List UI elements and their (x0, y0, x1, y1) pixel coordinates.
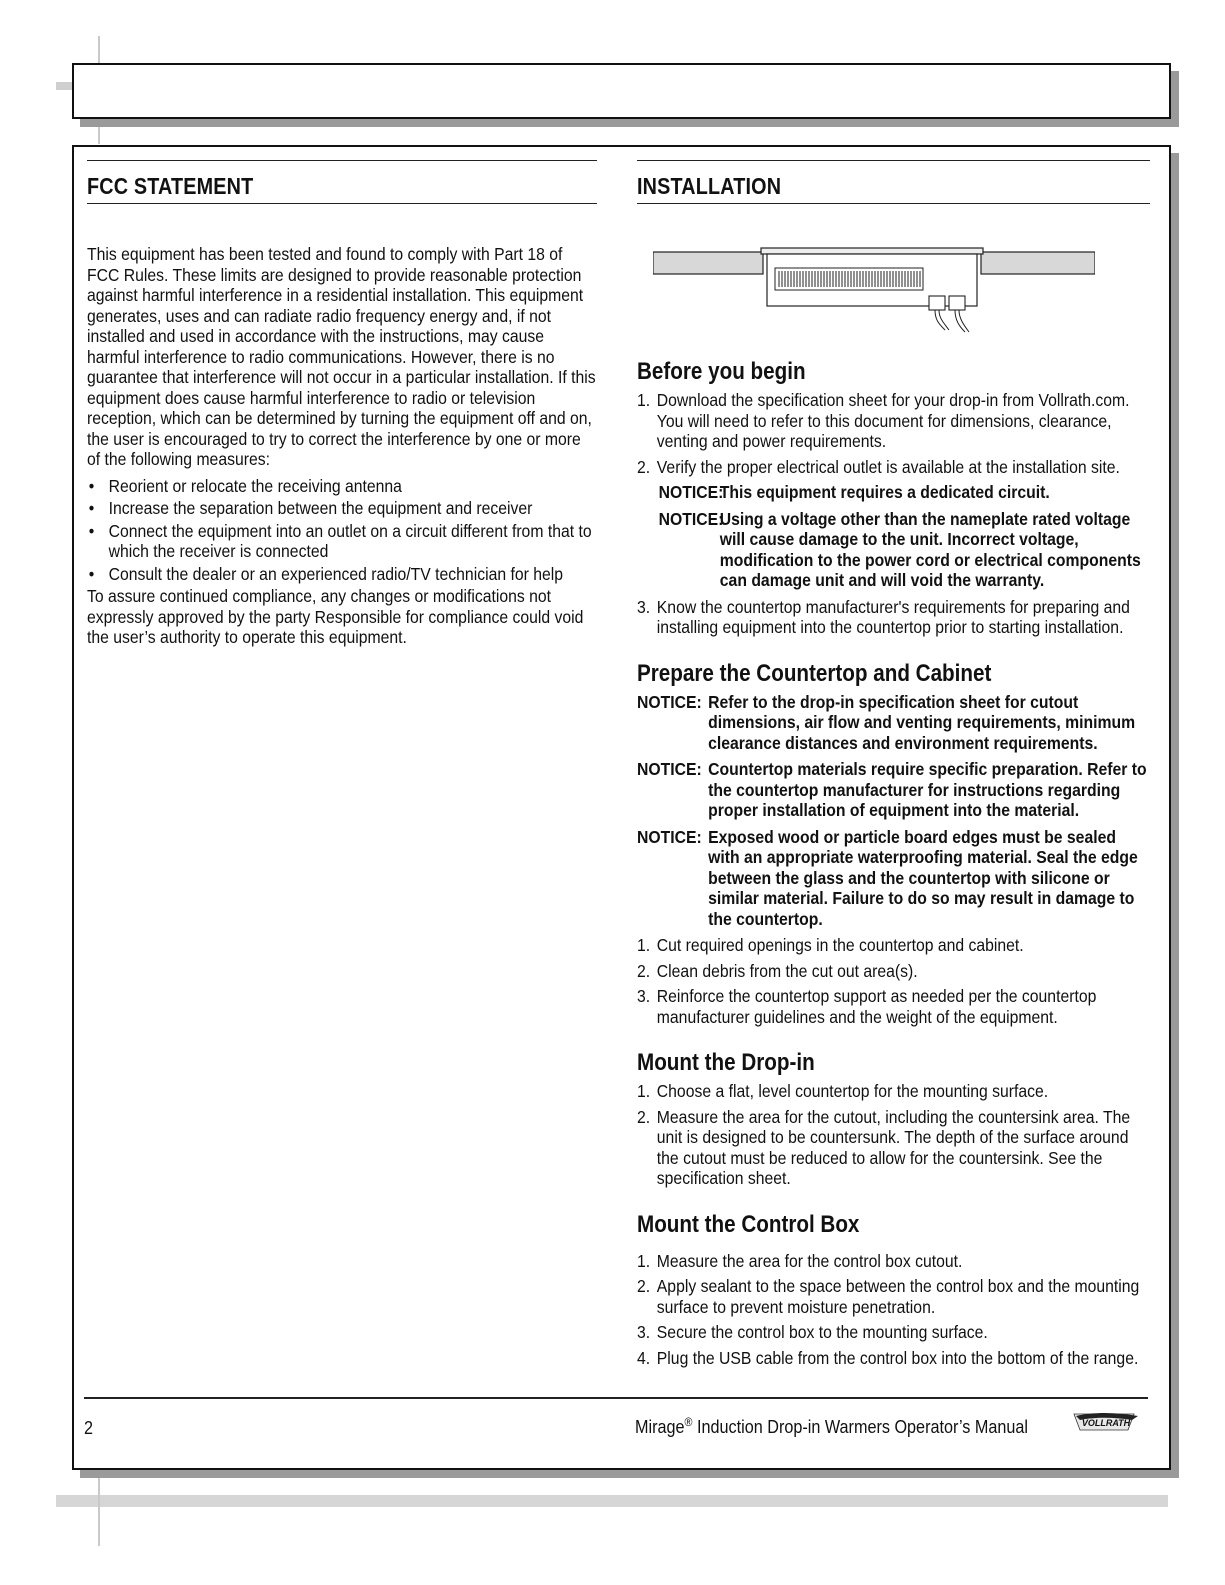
notice-label: NOTICE: (637, 759, 702, 779)
list-item (637, 457, 1149, 478)
list-item (637, 597, 1149, 638)
step-number: 2. (637, 1106, 651, 1127)
step-text: Know the countertop manufacturer's requirements for preparing and installing equipment into the countertop prior to starting installation. (656, 596, 1130, 637)
notice-label: NOTICE: (637, 691, 702, 712)
notice-text: Using a voltage other than the nameplate rated voltage will cause damage to the unit. Incorrect voltage, modification to the power cord or electrical components can damage unit and will void the warranty. (719, 508, 1141, 590)
before-begin-list (637, 390, 1149, 477)
list-item (637, 1276, 1149, 1317)
step-number: 3. (637, 986, 651, 1006)
step-text: Download the specification sheet for your drop-in from Vollrath.com. You will need to refer to this document for dimensions, clearance, venting and power requirements. (656, 390, 1130, 451)
manual-title (635, 1415, 1028, 1438)
notice-label: NOTICE: (658, 482, 724, 502)
list-item: • Reorient or relocate the receiving antenna (87, 476, 596, 497)
footer-divider (84, 1397, 1148, 1399)
fcc-title: FCC STATEMENT (87, 173, 254, 199)
before-begin-list-cont (637, 597, 1149, 638)
step-text: Clean debris from the cut out area(s). (656, 960, 918, 981)
prepare-countertop-heading: Prepare the Countertop and Cabinet (637, 659, 992, 687)
list-item (637, 961, 1149, 982)
list-item (637, 1251, 1149, 1272)
manual-brand: Mirage (635, 1417, 685, 1437)
registration-mark (98, 1474, 100, 1546)
step-text: Measure the area for the control box cutout. (656, 1250, 963, 1271)
logo-text: VOLLRATH (1081, 1418, 1131, 1428)
list-item (637, 1081, 1149, 1102)
notice (637, 692, 1149, 754)
list-item: • Connect the equipment into an outlet on a circuit different from that to which the receiver is connected (87, 521, 596, 562)
step-text: Apply sealant to the space between the control box and the mounting surface to prevent moisture penetration. (656, 1276, 1140, 1317)
installation-column (637, 160, 1150, 1373)
fcc-section-header (87, 160, 597, 204)
mount-dropin-heading: Mount the Drop-in (637, 1049, 815, 1076)
step-number: 2. (637, 456, 651, 477)
notice-text: This equipment requires a dedicated circuit. (719, 482, 1050, 502)
step-text: Verify the proper electrical outlet is available at the installation site. (656, 456, 1120, 477)
step-text: Reinforce the countertop support as needed per the countertop manufacturer guidelines and the weight of the equipment. (656, 986, 1097, 1027)
drop-in-warmer-diagram-icon (653, 246, 1095, 338)
step-text: Cut required openings in the countertop and cabinet. (656, 935, 1024, 955)
fcc-measures-list (87, 476, 596, 585)
notice (637, 482, 1149, 503)
step-text: Plug the USB cable from the control box into the bottom of the range. (656, 1347, 1139, 1368)
header-box (72, 63, 1171, 119)
list-item (637, 1348, 1149, 1369)
step-number: 1. (637, 1081, 651, 1101)
list-item (637, 935, 1149, 956)
step-number: 2. (637, 960, 651, 981)
step-number: 1. (637, 1250, 651, 1271)
list-item (637, 390, 1149, 452)
step-number: 4. (637, 1347, 651, 1368)
fcc-closing: To assure continued compliance, any changes or modifications not expressly approved by the party Responsible for compliance could void the user’s authority to operate this equipment. (87, 586, 584, 647)
mount-control-list (637, 1251, 1149, 1369)
notice-text: Exposed wood or particle board edges must be sealed with an appropriate waterproofing material. Seal the edge between the glass and the countertop with silicone or similar material. Failure to do so may result in damage to the countertop. (708, 826, 1138, 929)
list-item (637, 986, 1149, 1027)
step-text: Measure the area for the cutout, including the countersink area. The unit is designed to be countersunk. The depth of the surface around the cutout must be reduced to allow for the countersink. See the specification sheet. (656, 1106, 1131, 1188)
step-number: 1. (637, 390, 651, 410)
step-text: Choose a flat, level countertop for the mounting surface. (656, 1081, 1049, 1101)
step-number: 3. (637, 1322, 651, 1342)
fcc-paragraph: This equipment has been tested and found to comply with Part 18 of FCC Rules. These limits are designed to provide reasonable protection against harmful interference in a residential installation. This equipment generates, uses and can radiate radio frequency energy and, if not installed and used in accordance with the instructions, may cause harmful interference to radio communications. However, there is no guarantee that interference will not occur in a particular installation. If this equipment does cause harmful interference to radio or television reception, which can be determined by turning the equipment off and on, the user is encouraged to try to correct the interference by one or more of the following measures: (87, 244, 596, 469)
notice (637, 759, 1149, 821)
notice-label: NOTICE: (637, 826, 702, 847)
notice-text: Refer to the drop-in specification sheet for cutout dimensions, air flow and venting requirements, minimum clearance distances and environment requirements. (708, 691, 1136, 753)
mount-control-box-heading: Mount the Control Box (637, 1210, 860, 1238)
notice-text: Countertop materials require specific preparation. Refer to the countertop manufacturer for instructions regarding proper installation of equipment into the material. (708, 759, 1147, 820)
step-number: 2. (637, 1276, 651, 1296)
mount-dropin-list (637, 1081, 1149, 1189)
fcc-column (87, 160, 597, 648)
installation-section-header (637, 160, 1150, 204)
list-item: • Increase the separation between the equipment and receiver (87, 498, 596, 519)
list-item (637, 1107, 1149, 1189)
step-number: 3. (637, 596, 651, 617)
vollrath-logo-icon (1072, 1408, 1142, 1434)
list-item (637, 1322, 1149, 1343)
step-number: 1. (637, 935, 651, 955)
registered-mark: ® (684, 1415, 693, 1429)
installation-title: INSTALLATION (637, 173, 782, 199)
prepare-steps-list (637, 935, 1149, 1027)
page-number: 2 (84, 1418, 94, 1438)
before-you-begin-heading: Before you begin (637, 358, 806, 385)
manual-title-text: Induction Drop-in Warmers Operator’s Manual (692, 1417, 1029, 1437)
notice (637, 827, 1149, 930)
registration-bar (56, 1495, 1168, 1507)
notice-label: NOTICE: (658, 508, 724, 529)
step-text: Secure the control box to the mounting surface. (656, 1322, 988, 1342)
list-item: • Consult the dealer or an experienced radio/TV technician for help (87, 564, 596, 585)
notice (637, 509, 1149, 591)
